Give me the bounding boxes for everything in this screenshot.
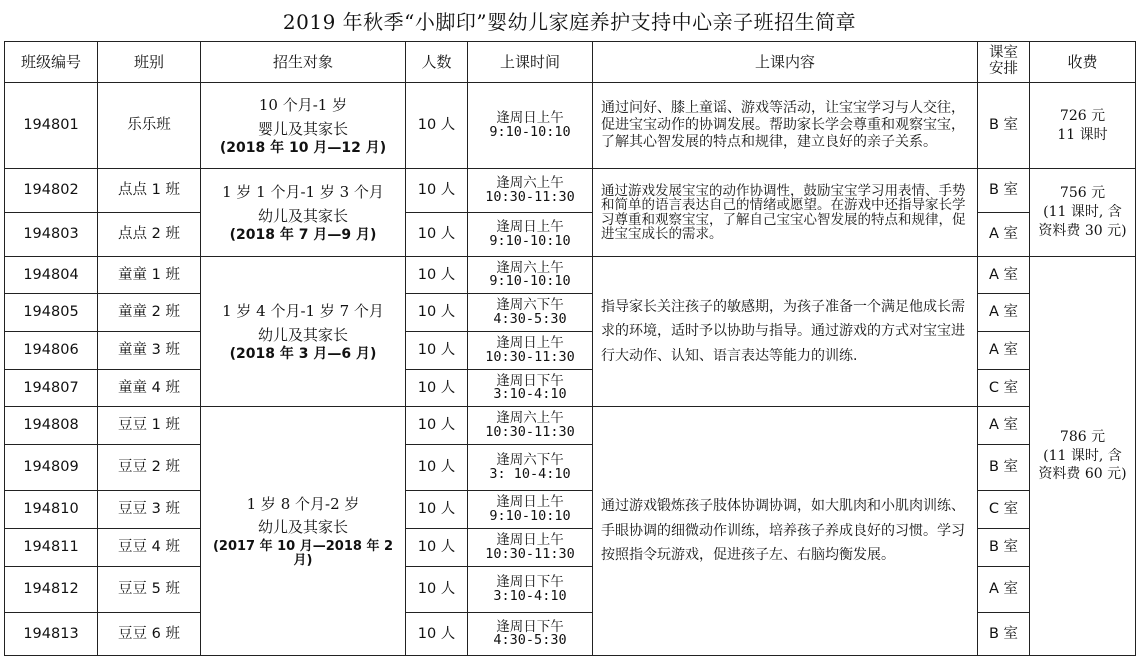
time-range: 9:10-10:10 xyxy=(489,507,571,524)
time-day: 逢周日上午 xyxy=(496,335,564,351)
time-day: 逢周日上午 xyxy=(496,532,564,548)
room: B 室 xyxy=(978,83,1030,169)
time-day: 逢周六下午 xyxy=(496,297,564,313)
class-name: 童童 2 班 xyxy=(98,294,201,332)
fee-note: (11 课时, 含 xyxy=(1043,204,1122,221)
target-who: 幼儿及其家长 xyxy=(257,518,348,537)
class-name: 豆豆 3 班 xyxy=(98,491,201,529)
target-who: 婴儿及其家长 xyxy=(257,119,348,138)
table-row xyxy=(5,169,1136,213)
time-day: 逢周日下午 xyxy=(496,618,564,635)
target-age: 1 岁 8 个月-2 岁 xyxy=(246,495,360,514)
class-name: 童童 4 班 xyxy=(98,370,201,407)
class-id: 194806 xyxy=(5,332,98,370)
table-row xyxy=(5,257,1136,294)
target-cell xyxy=(201,257,406,407)
header-count: 人数 xyxy=(406,42,468,83)
class-name: 豆豆 5 班 xyxy=(98,567,201,613)
class-id: 194813 xyxy=(5,613,98,656)
room: A 室 xyxy=(978,213,1030,257)
fee-cell xyxy=(1030,83,1136,169)
fee-amount: 786 元 xyxy=(1059,428,1106,445)
time-day: 逢周日上午 xyxy=(496,494,564,510)
target-birth-range: (2018 年 3 月—6 月) xyxy=(229,345,377,362)
fee-cell xyxy=(1030,169,1136,257)
target-cell xyxy=(201,407,406,656)
content-cell: 指导家长关注孩子的敏感期，为孩子准备一个满足他成长需求的环境，适时予以协助与指导。通过游戏的方式对宝宝进行大动作、认知、语言表达等能力的训练. xyxy=(593,257,978,407)
room: A 室 xyxy=(978,257,1030,294)
header-class-name: 班别 xyxy=(98,42,201,83)
student-count: 10 人 xyxy=(406,370,468,407)
time-range: 10:30-11:30 xyxy=(485,348,575,365)
class-id: 194808 xyxy=(5,407,98,445)
target-cell xyxy=(201,83,406,169)
target-age: 1 岁 1 个月-1 岁 3 个月 xyxy=(222,183,384,202)
fee-amount: 756 元 xyxy=(1059,185,1106,202)
class-id: 194803 xyxy=(5,213,98,257)
fee-note-materials: 资料费 30 元) xyxy=(1038,222,1127,239)
student-count: 10 人 xyxy=(406,169,468,213)
class-id: 194812 xyxy=(5,567,98,613)
target-age: 1 岁 4 个月-1 岁 7 个月 xyxy=(222,302,384,321)
time-day: 逢周日下午 xyxy=(496,574,564,590)
time-cell xyxy=(468,83,593,169)
time-cell xyxy=(468,529,593,567)
time-cell xyxy=(468,169,593,213)
header-row xyxy=(5,42,1136,83)
student-count: 10 人 xyxy=(406,257,468,294)
time-cell xyxy=(468,491,593,529)
class-name: 乐乐班 xyxy=(98,83,201,169)
time-cell xyxy=(468,567,593,613)
class-name: 点点 2 班 xyxy=(98,213,201,257)
target-who: 幼儿及其家长 xyxy=(257,325,348,344)
header-time: 上课时间 xyxy=(468,42,593,83)
student-count: 10 人 xyxy=(406,491,468,529)
header-class-id: 班级编号 xyxy=(5,42,98,83)
time-range: 4:30-5:30 xyxy=(493,310,567,327)
time-range: 3: 10-4:10 xyxy=(489,465,571,482)
time-day: 逢周日上午 xyxy=(496,219,564,235)
class-id: 194811 xyxy=(5,529,98,567)
student-count: 10 人 xyxy=(406,445,468,491)
class-name: 童童 3 班 xyxy=(98,332,201,370)
class-name: 豆豆 2 班 xyxy=(98,445,201,491)
room: A 室 xyxy=(978,294,1030,332)
student-count: 10 人 xyxy=(406,407,468,445)
class-name: 豆豆 1 班 xyxy=(98,407,201,445)
class-id: 194807 xyxy=(5,370,98,407)
class-id: 194805 xyxy=(5,294,98,332)
time-range: 3:10-4:10 xyxy=(493,386,567,402)
class-name: 豆豆 6 班 xyxy=(98,613,201,656)
class-id: 194809 xyxy=(5,445,98,491)
header-fee: 收费 xyxy=(1030,42,1136,83)
room: A 室 xyxy=(978,407,1030,445)
time-day: 逢周六上午 xyxy=(496,175,564,191)
student-count: 10 人 xyxy=(406,83,468,169)
class-id: 194802 xyxy=(5,169,98,213)
target-birth-range: (2018 年 7 月—9 月) xyxy=(229,226,377,243)
time-day: 逢周六上午 xyxy=(496,259,564,276)
time-day: 逢周日上午 xyxy=(496,110,564,126)
time-day: 逢周六下午 xyxy=(496,452,564,468)
table-row xyxy=(5,83,1136,169)
fee-cell xyxy=(1030,257,1136,656)
target-cell xyxy=(201,169,406,257)
student-count: 10 人 xyxy=(406,213,468,257)
time-cell xyxy=(468,294,593,332)
time-day: 逢周六上午 xyxy=(496,410,564,426)
time-cell xyxy=(468,445,593,491)
room: B 室 xyxy=(978,529,1030,567)
time-range: 3:10-4:10 xyxy=(493,587,567,604)
room: C 室 xyxy=(978,370,1030,407)
header-room-label: 课室 安排 xyxy=(989,45,1018,77)
room: B 室 xyxy=(978,445,1030,491)
time-range: 9:10-10:10 xyxy=(489,273,571,289)
content-cell: 通过问好、膝上童谣、游戏等活动，让宝宝学习与人交往，促进宝宝动作的协调发展。帮助家长学会尊重和观察宝宝，了解其心智发展的特点和规律，建立良好的亲子关系。 xyxy=(593,83,978,169)
time-cell xyxy=(468,332,593,370)
page-title: 2019 年秋季“小脚印”婴幼儿家庭养护支持中心亲子班招生简章 xyxy=(282,10,857,34)
time-range: 9:10-10:10 xyxy=(489,123,571,140)
fee-note: (11 课时, 含 xyxy=(1043,447,1122,464)
time-cell xyxy=(468,613,593,656)
table-row xyxy=(5,407,1136,445)
enrollment-table xyxy=(4,41,1136,656)
room: C 室 xyxy=(978,491,1030,529)
class-id: 194801 xyxy=(5,83,98,169)
student-count: 10 人 xyxy=(406,529,468,567)
content-cell: 通过游戏发展宝宝的动作协调性，鼓励宝宝学习用表情、手势和简单的语言表达自己的情绪或愿望。在游戏中还指导家长学习尊重和观察宝宝，了解自己宝宝心智发展的特点和规律，促进宝宝成长的需求。 xyxy=(593,169,978,257)
fee-note-materials: 资料费 60 元) xyxy=(1038,466,1127,483)
room: A 室 xyxy=(978,567,1030,613)
room: B 室 xyxy=(978,613,1030,656)
target-birth-range: (2017 年 10 月—2018 年 2 月) xyxy=(212,538,394,569)
time-cell xyxy=(468,370,593,407)
student-count: 10 人 xyxy=(406,567,468,613)
class-id: 194804 xyxy=(5,257,98,294)
class-name: 点点 1 班 xyxy=(98,169,201,213)
target-age: 10 个月-1 岁 xyxy=(258,96,348,115)
fee-amount: 726 元 xyxy=(1059,107,1106,124)
student-count: 10 人 xyxy=(406,332,468,370)
time-day: 逢周日下午 xyxy=(496,372,564,389)
time-cell xyxy=(468,213,593,257)
time-cell xyxy=(468,407,593,445)
room: A 室 xyxy=(978,332,1030,370)
header-content: 上课内容 xyxy=(593,42,978,83)
fee-note: 11 课时 xyxy=(1057,126,1108,143)
header-target: 招生对象 xyxy=(201,42,406,83)
time-cell xyxy=(468,257,593,294)
time-range: 4:30-5:30 xyxy=(493,632,567,648)
student-count: 10 人 xyxy=(406,613,468,656)
header-room xyxy=(978,42,1030,83)
class-name: 豆豆 4 班 xyxy=(98,529,201,567)
class-id: 194810 xyxy=(5,491,98,529)
time-range: 10:30-11:30 xyxy=(485,188,575,205)
time-range: 10:30-11:30 xyxy=(485,423,575,440)
student-count: 10 人 xyxy=(406,294,468,332)
class-name: 童童 1 班 xyxy=(98,257,201,294)
time-range: 9:10-10:10 xyxy=(489,232,571,249)
room: B 室 xyxy=(978,169,1030,213)
time-range: 10:30-11:30 xyxy=(485,545,575,562)
target-birth-range: (2018 年 10 月—12 月) xyxy=(219,139,387,156)
content-cell: 通过游戏锻炼孩子肢体协调协调，如大肌肉和小肌肉训练、手眼协调的细微动作训练，培养孩子养成良好的习惯。学习按照指令玩游戏，促进孩子左、右脑均衡发展。 xyxy=(593,407,978,656)
target-who: 幼儿及其家长 xyxy=(257,206,348,225)
